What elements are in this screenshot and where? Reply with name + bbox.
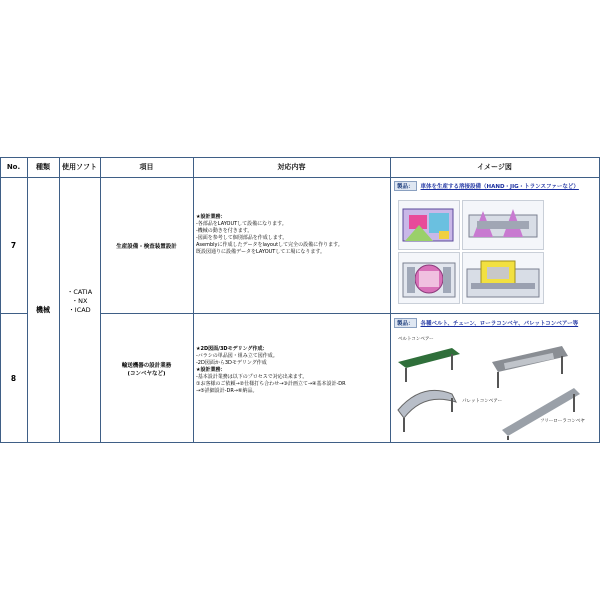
header-software: 使用ソフト xyxy=(62,163,97,171)
row-8-no: 8 xyxy=(10,373,17,383)
software-catia: ・CATIA xyxy=(66,288,93,296)
row-7-caption-text: 車体を生産する溶接設備（HAND・JIG・トランスファーなど） xyxy=(420,184,579,190)
row-8-item-sub: (コンベヤなど) xyxy=(127,371,166,377)
row-8-content-line: ★設計業務： xyxy=(196,367,226,373)
row-7-image-caption xyxy=(394,181,579,191)
row-7-item: 生産設備・検査装置設計 xyxy=(116,243,177,250)
software-nx: ・NX xyxy=(71,297,88,305)
welding-cell-image-2 xyxy=(462,200,544,250)
header-no: No. xyxy=(6,163,21,171)
header-image: イメージ図 xyxy=(477,163,512,171)
free-roller-conveyor-label: フリーローラコンベヤ xyxy=(540,419,585,424)
row-8-content xyxy=(196,346,346,395)
belt-conveyor-label: ベルトコンベアー xyxy=(398,337,434,342)
type-cell: 機械 xyxy=(36,306,50,314)
col-border-4 xyxy=(193,157,194,443)
row-7-no: 7 xyxy=(10,241,17,250)
row-8-content-line: →⑤詳細設計-DR→⑥納品。 xyxy=(196,388,258,394)
row-7-content-line: ★設計業務： xyxy=(196,214,226,220)
table-bottom-border xyxy=(0,442,600,443)
row-8-content-line: -基本設計業務は以下のプロセスで対応出来ます。 xyxy=(196,374,308,380)
row-8-image-caption xyxy=(394,318,578,328)
header-item: 項目 xyxy=(139,163,154,171)
row-7-content xyxy=(196,214,343,256)
software-cell xyxy=(59,288,100,315)
header-type: 種類 xyxy=(36,163,50,171)
welding-cell-image-1 xyxy=(398,200,460,250)
row-7-content-line: -機械の動きを付きます。 xyxy=(196,228,253,234)
row-8-item-cell xyxy=(100,362,193,378)
product-tag: 製品： xyxy=(394,181,417,191)
row-8-caption-text: 各種ベルト、チェーン、ローラコンベヤ、パレットコンベアー等 xyxy=(420,321,579,327)
col-border-5 xyxy=(390,157,391,443)
row-7-content-line: Asemblyに作成したデータをlayoutして完全の設備に作ります。 xyxy=(196,242,343,248)
row-8-content-line: -2D図面から3Dモデリング作成 xyxy=(196,360,267,366)
header-bottom-border xyxy=(0,177,600,178)
welding-cell-image-4 xyxy=(462,252,544,304)
product-tag: 製品： xyxy=(394,318,417,328)
row-8-item: 輸送機器の設計業務 xyxy=(121,363,172,369)
row-8-content-line: ★2D図面/3Dモデリング作成： xyxy=(196,346,268,352)
row-7-content-line: -図面を参考して個別部品を作成します。 xyxy=(196,235,288,241)
row-8-content-line: ①お客様のご依頼→②仕様打ち合わせ→③計画立て→④基本設計-DR xyxy=(196,381,346,387)
row-8-content-line: -バラシの単品図・組み立て図作成。 xyxy=(196,353,278,359)
conveyor-images xyxy=(392,332,598,440)
row-7-content-line: 既設図通りに設備データをLAYOUTして工場になります。 xyxy=(196,249,325,255)
row-7-content-line: -各部品をLAYOUTして設備になります。 xyxy=(196,221,287,227)
row-divider-main xyxy=(100,313,600,314)
welding-cell-image-3 xyxy=(398,252,460,304)
pallet-conveyor-label: パレットコンベアー xyxy=(462,399,503,404)
software-icad: ・ICAD xyxy=(68,306,91,314)
header-content: 対応内容 xyxy=(277,163,306,171)
